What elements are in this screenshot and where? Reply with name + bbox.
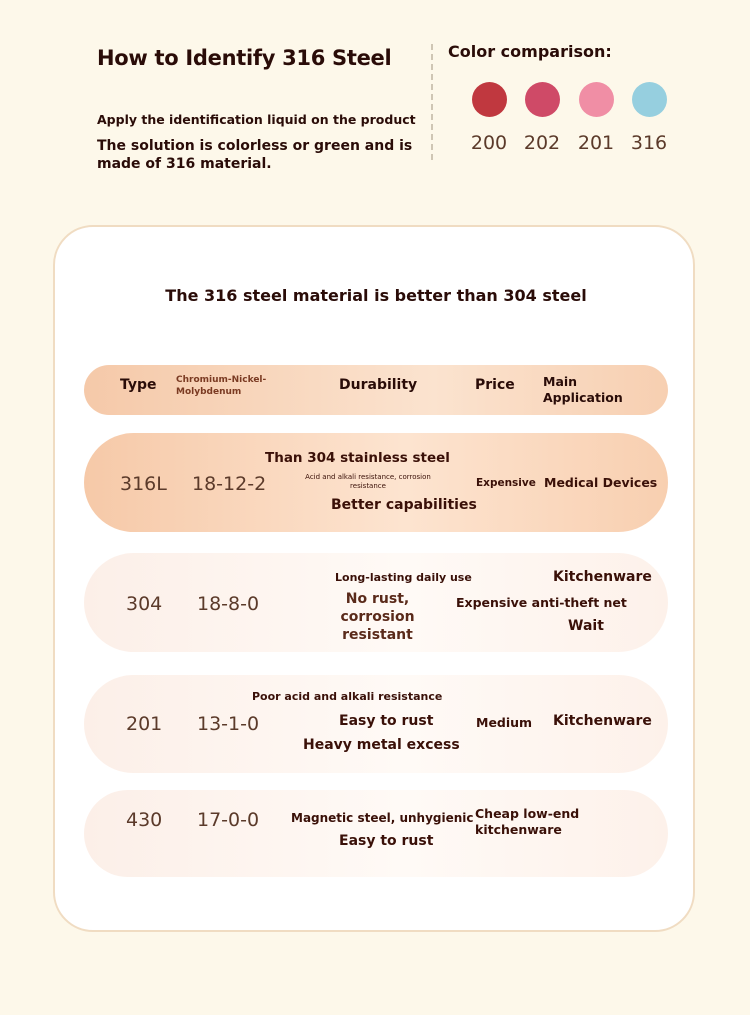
swatch-label-201: 201 — [577, 132, 615, 154]
cell-type: 316L — [120, 473, 167, 495]
cell-price: Expensive — [476, 477, 536, 489]
cell-price: Medium — [476, 715, 533, 730]
result-text: The solution is colorless or green and is made of 316 material. — [97, 138, 413, 172]
page-title: How to Identify 316 Steel — [97, 46, 392, 70]
cell-application: Medical Devices — [544, 475, 658, 490]
cell-durability-line3: Heavy metal excess — [303, 737, 460, 753]
cell-durability-line1: Long-lasting daily use — [335, 571, 472, 584]
cell-price: Cheap low-end kitchenware — [475, 806, 580, 837]
cell-composition: 18-12-2 — [192, 473, 267, 495]
cell-type: 201 — [126, 713, 163, 735]
table-title: The 316 steel material is better than 304 steel — [165, 286, 587, 305]
cell-application: Kitchenware — [553, 713, 652, 729]
cell-durability-line2: Easy to rust — [339, 833, 434, 849]
cell-application-line1: Kitchenware — [553, 569, 652, 585]
cell-durability-line2: No rust, corrosion resistant — [340, 591, 415, 643]
cell-application-line2: Wait — [568, 618, 604, 634]
dashed-divider — [431, 44, 433, 160]
cell-type: 430 — [126, 809, 163, 831]
swatch-label-316: 316 — [630, 132, 668, 154]
header-application: Main Application — [543, 374, 623, 405]
header-price: Price — [475, 377, 515, 393]
cell-durability-line2: Acid and alkali resistance, corrosion resistance — [305, 473, 431, 490]
header-composition: Chromium-Nickel-Molybdenum — [176, 375, 267, 397]
cell-durability-line3: Better capabilities — [331, 497, 477, 513]
swatch-316 — [632, 82, 667, 117]
swatch-label-202: 202 — [523, 132, 561, 154]
header-type: Type — [120, 377, 157, 393]
cell-durability-line1: Magnetic steel, unhygienic — [291, 811, 474, 825]
instruction-text: Apply the identification liquid on the product — [97, 112, 416, 127]
swatch-label-200: 200 — [470, 132, 508, 154]
cell-composition: 17-0-0 — [197, 809, 260, 831]
cell-durability-line1: Poor acid and alkali resistance — [252, 690, 443, 703]
cell-composition: 13-1-0 — [197, 713, 260, 735]
header-durability: Durability — [339, 377, 418, 393]
swatch-201 — [579, 82, 614, 117]
swatch-202 — [525, 82, 560, 117]
swatch-200 — [472, 82, 507, 117]
cell-price: Expensive anti-theft net — [456, 595, 627, 610]
cell-durability-line1: Than 304 stainless steel — [265, 450, 450, 466]
cell-durability-line2: Easy to rust — [339, 713, 434, 729]
color-comparison-title: Color comparison: — [448, 42, 612, 61]
cell-composition: 18-8-0 — [197, 593, 260, 615]
cell-type: 304 — [126, 593, 163, 615]
